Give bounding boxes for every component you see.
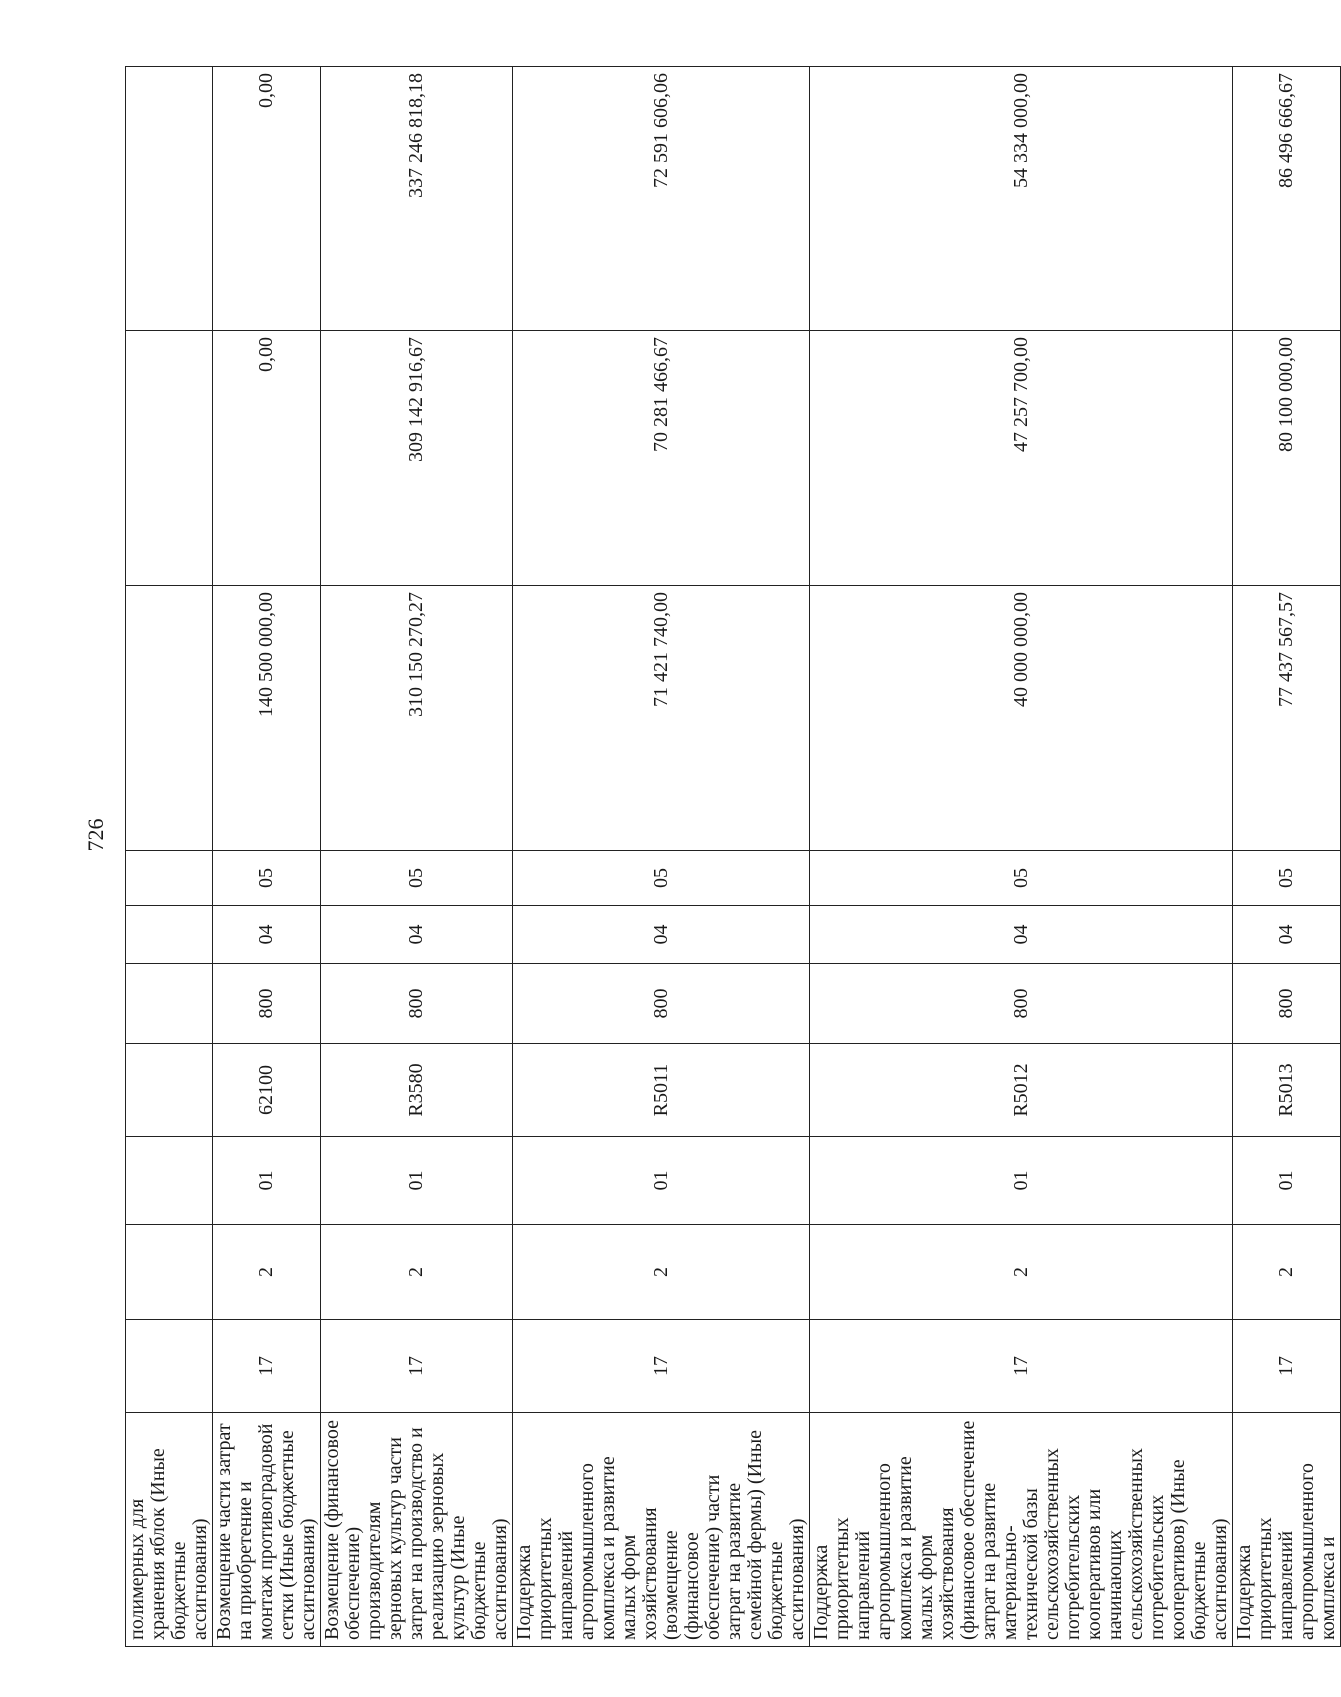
program-code: 17 <box>1233 1320 1341 1413</box>
amount-year-1: 71 421 740,00 <box>513 586 810 851</box>
event-code: 01 <box>213 1137 321 1225</box>
amount-year-2 <box>126 331 213 586</box>
amount-year-3: 337 246 818,18 <box>321 67 513 331</box>
direction-code: R5011 <box>513 1044 810 1137</box>
subsection-code: 05 <box>321 851 513 906</box>
amount-year-2: 80 100 000,00 <box>1233 331 1341 586</box>
subsection-code: 05 <box>810 851 1233 906</box>
row-description: Поддержка приоритетных направлений агропромышленного комплекса и развитие малых форм хозяйствования (финансовое обеспечение затрат на развитие материально-технической базы сельскохозяйственных потребительских кооперативов или начинающих сельскохозяйственных потребительских кооперативов) (Иные бюджетные ассигнования) <box>810 1413 1233 1647</box>
table-row <box>1233 67 1341 1647</box>
expense-type-code: 800 <box>810 964 1233 1044</box>
table-row <box>321 67 513 1647</box>
amount-year-2: 0,00 <box>213 331 321 586</box>
amount-year-3 <box>126 67 213 331</box>
section-code: 04 <box>513 906 810 964</box>
amount-year-1: 140 500 000,00 <box>213 586 321 851</box>
amount-year-2: 47 257 700,00 <box>810 331 1233 586</box>
table-row <box>810 67 1233 1647</box>
subprogram-code <box>126 1225 213 1320</box>
program-code: 17 <box>513 1320 810 1413</box>
subprogram-code: 2 <box>213 1225 321 1320</box>
subsection-code <box>126 851 213 906</box>
direction-code: R3580 <box>321 1044 513 1137</box>
subsection-code: 05 <box>1233 851 1341 906</box>
event-code: 01 <box>513 1137 810 1225</box>
direction-code <box>126 1044 213 1137</box>
direction-code: R5012 <box>810 1044 1233 1137</box>
direction-code: 62100 <box>213 1044 321 1137</box>
expense-type-code: 800 <box>513 964 810 1044</box>
expense-type-code: 800 <box>1233 964 1341 1044</box>
program-code: 17 <box>213 1320 321 1413</box>
event-code: 01 <box>1233 1137 1341 1225</box>
budget-table-sheet <box>125 67 1339 1647</box>
event-code: 01 <box>321 1137 513 1225</box>
subsection-code: 05 <box>213 851 321 906</box>
program-code: 17 <box>321 1320 513 1413</box>
table-row <box>213 67 321 1647</box>
amount-year-3: 54 334 000,00 <box>810 67 1233 331</box>
section-code: 04 <box>1233 906 1341 964</box>
amount-year-2: 70 281 466,67 <box>513 331 810 586</box>
table-row <box>513 67 810 1647</box>
amount-year-3: 72 591 606,06 <box>513 67 810 331</box>
amount-year-3: 0,00 <box>213 67 321 331</box>
amount-year-1: 77 437 567,57 <box>1233 586 1341 851</box>
direction-code: R5013 <box>1233 1044 1341 1137</box>
row-description: Поддержка приоритетных направлений агропромышленного комплекса и <box>1233 1413 1341 1647</box>
section-code <box>126 906 213 964</box>
expense-type-code: 800 <box>213 964 321 1044</box>
row-description: полимерных для хранения яблок (Иные бюджетные ассигнования) <box>126 1413 213 1647</box>
section-code: 04 <box>213 906 321 964</box>
subprogram-code: 2 <box>1233 1225 1341 1320</box>
page-number: 726 <box>83 818 108 852</box>
subprogram-code: 2 <box>810 1225 1233 1320</box>
amount-year-1: 40 000 000,00 <box>810 586 1233 851</box>
amount-year-2: 309 142 916,67 <box>321 331 513 586</box>
table-row <box>126 67 213 1647</box>
program-code <box>126 1320 213 1413</box>
row-description: Возмещение части затрат на приобретение и монтаж противоградовой сетки (Иные бюджетные ассигнования) <box>213 1413 321 1647</box>
event-code: 01 <box>810 1137 1233 1225</box>
budget-table <box>125 66 1341 1647</box>
subsection-code: 05 <box>513 851 810 906</box>
event-code <box>126 1137 213 1225</box>
expense-type-code: 800 <box>321 964 513 1044</box>
subprogram-code: 2 <box>321 1225 513 1320</box>
amount-year-1: 310 150 270,27 <box>321 586 513 851</box>
program-code: 17 <box>810 1320 1233 1413</box>
expense-type-code <box>126 964 213 1044</box>
section-code: 04 <box>810 906 1233 964</box>
row-description: Поддержка приоритетных направлений агропромышленного комплекса и развитие малых форм хозяйствования (возмещение (финансовое обеспечение) части затрат на развитие семейной фермы) (Иные бюджетные ассигнования) <box>513 1413 810 1647</box>
subprogram-code: 2 <box>513 1225 810 1320</box>
row-description: Возмещение (финансовое обеспечение) производителям зерновых культур части затрат на производство и реализацию зерновых культур (Иные бюджетные ассигнования) <box>321 1413 513 1647</box>
amount-year-3: 86 496 666,67 <box>1233 67 1341 331</box>
section-code: 04 <box>321 906 513 964</box>
amount-year-1 <box>126 586 213 851</box>
